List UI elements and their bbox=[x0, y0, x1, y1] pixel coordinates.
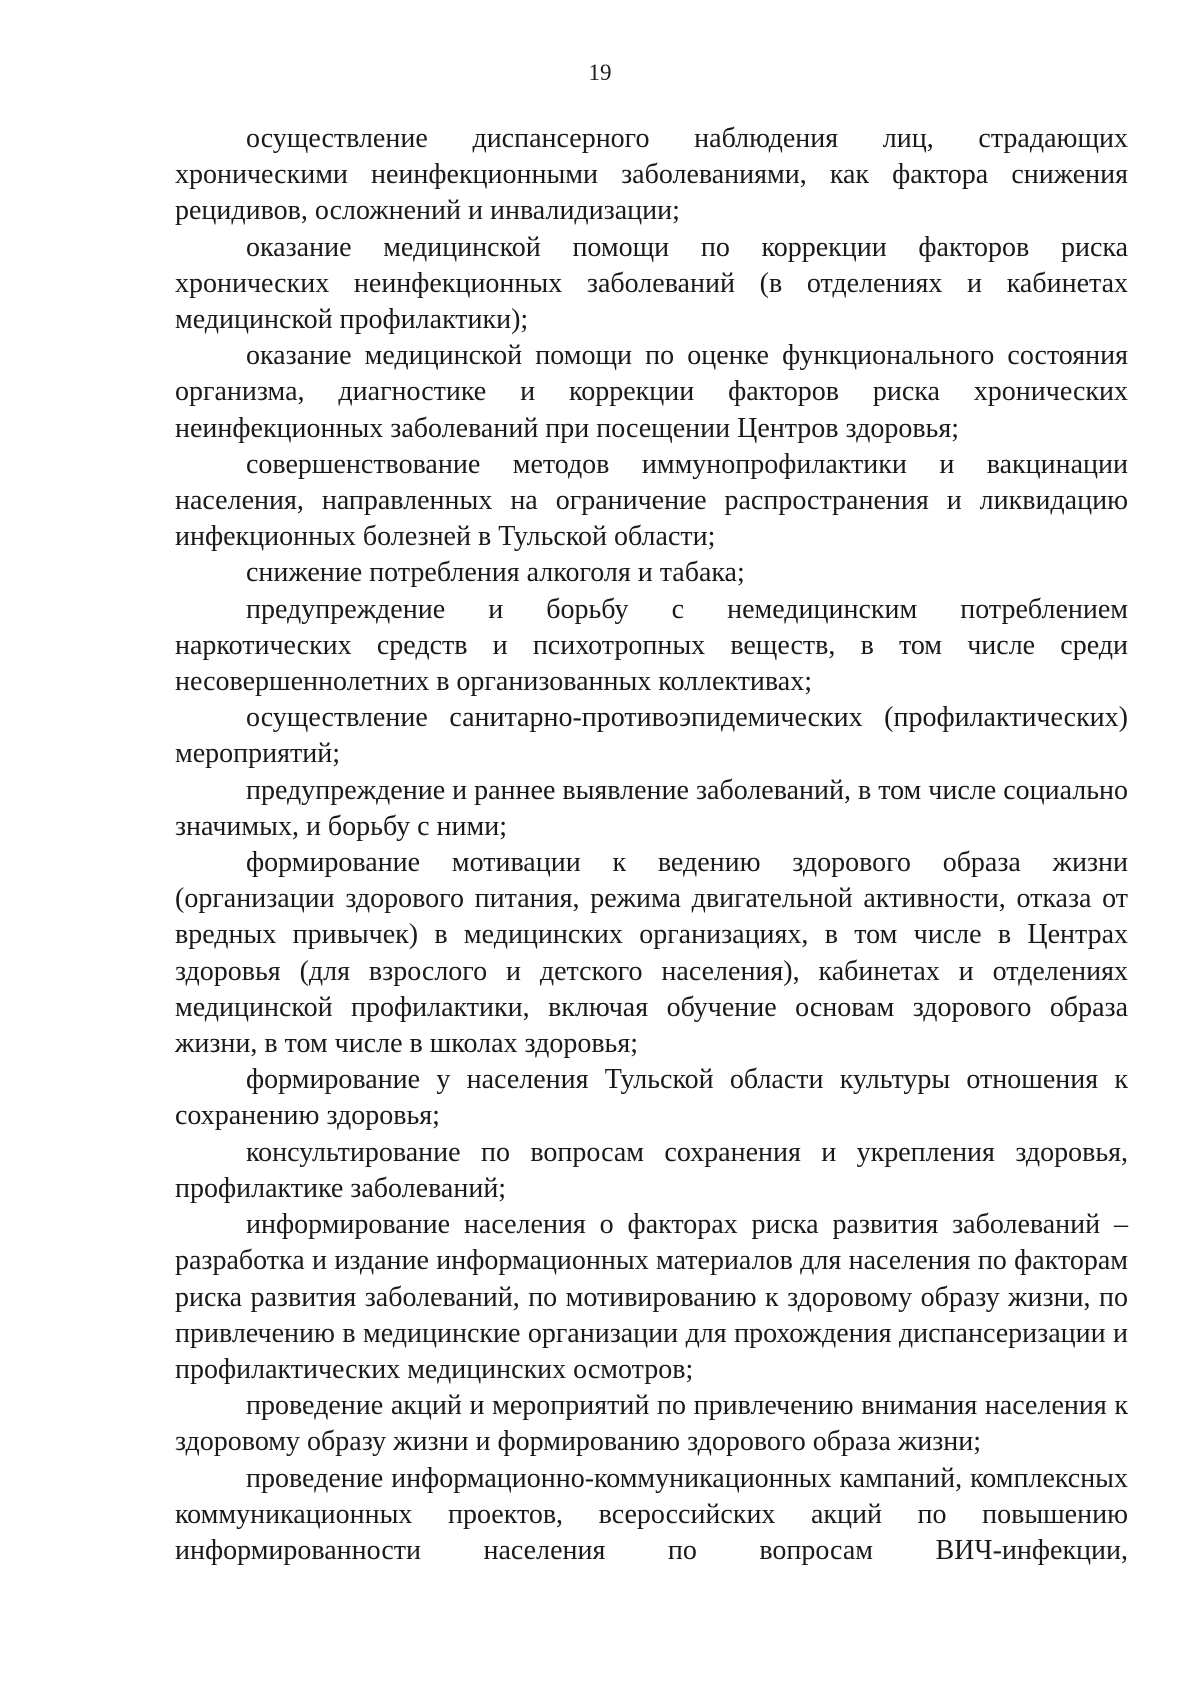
paragraph: проведение акций и мероприятий по привлечению внимания населения к здоровому образу жизни и формированию здорового образа жизни; bbox=[175, 1390, 1128, 1458]
paragraph: формирование мотивации к ведению здорового образа жизни (организации здорового питания, режима двигательной активности, отказа от вредных привычек) в медицинских организациях, в том числе в Центрах здоровья (для взрослого и детского населения), кабинетах и отделениях медицинской профилактики, включая обучение основам здорового образа жизни, в том числе в школах здоровья; bbox=[175, 847, 1128, 1060]
paragraph: осуществление санитарно-противоэпидемических (профилактических) мероприятий; bbox=[175, 702, 1128, 770]
paragraph: оказание медицинской помощи по оценке функционального состояния организма, диагностике и коррекции факторов риска хронических неинфекционных заболеваний при посещении Центров здоровья; bbox=[175, 340, 1128, 444]
paragraph: оказание медицинской помощи по коррекции факторов риска хронических неинфекционных заболеваний (в отделениях и кабинетах медицинской профилактики); bbox=[175, 231, 1128, 336]
paragraph: предупреждение и борьбу с немедицинским потреблением наркотических средств и психотропных веществ, в том числе среди несовершеннолетних в организованных коллективах; bbox=[175, 593, 1128, 698]
paragraph: консультирование по вопросам сохранения и укрепления здоровья, профилактике заболеваний; bbox=[175, 1136, 1128, 1204]
paragraph: формирование у населения Тульской области культуры отношения к сохранению здоровья; bbox=[175, 1064, 1128, 1132]
body-text bbox=[175, 121, 1128, 1569]
paragraph: совершенствование методов иммунопрофилактики и вакцинации населения, направленных на ограничение распространения и ликвидацию инфекционных болезней в Тульской области; bbox=[175, 448, 1128, 553]
page-number: 19 bbox=[588, 60, 612, 85]
paragraph: предупреждение и раннее выявление заболеваний, в том числе социально значимых, и борьбу с ними; bbox=[175, 774, 1128, 842]
paragraph: осуществление диспансерного наблюдения лиц, страдающих хроническими неинфекционными заболеваниями, как фактора снижения рецидивов, осложнений и инвалидизации; bbox=[175, 123, 1128, 227]
paragraph: проведение информационно-коммуникационных кампаний, комплексных коммуникационных проектов, всероссийских акций по повышению информированности населения по вопросам ВИЧ-инфекции, bbox=[175, 1462, 1128, 1566]
paragraph: снижение потребления алкоголя и табака; bbox=[246, 557, 745, 589]
paragraph: информирование населения о факторах риска развития заболеваний – разработка и издание информационных материалов для населения по факторам риска развития заболеваний, по мотивированию к здоровому образу жизни, по привлечению в медицинские организации для прохождения диспансеризации и профилактических медицинских осмотров; bbox=[175, 1209, 1128, 1385]
